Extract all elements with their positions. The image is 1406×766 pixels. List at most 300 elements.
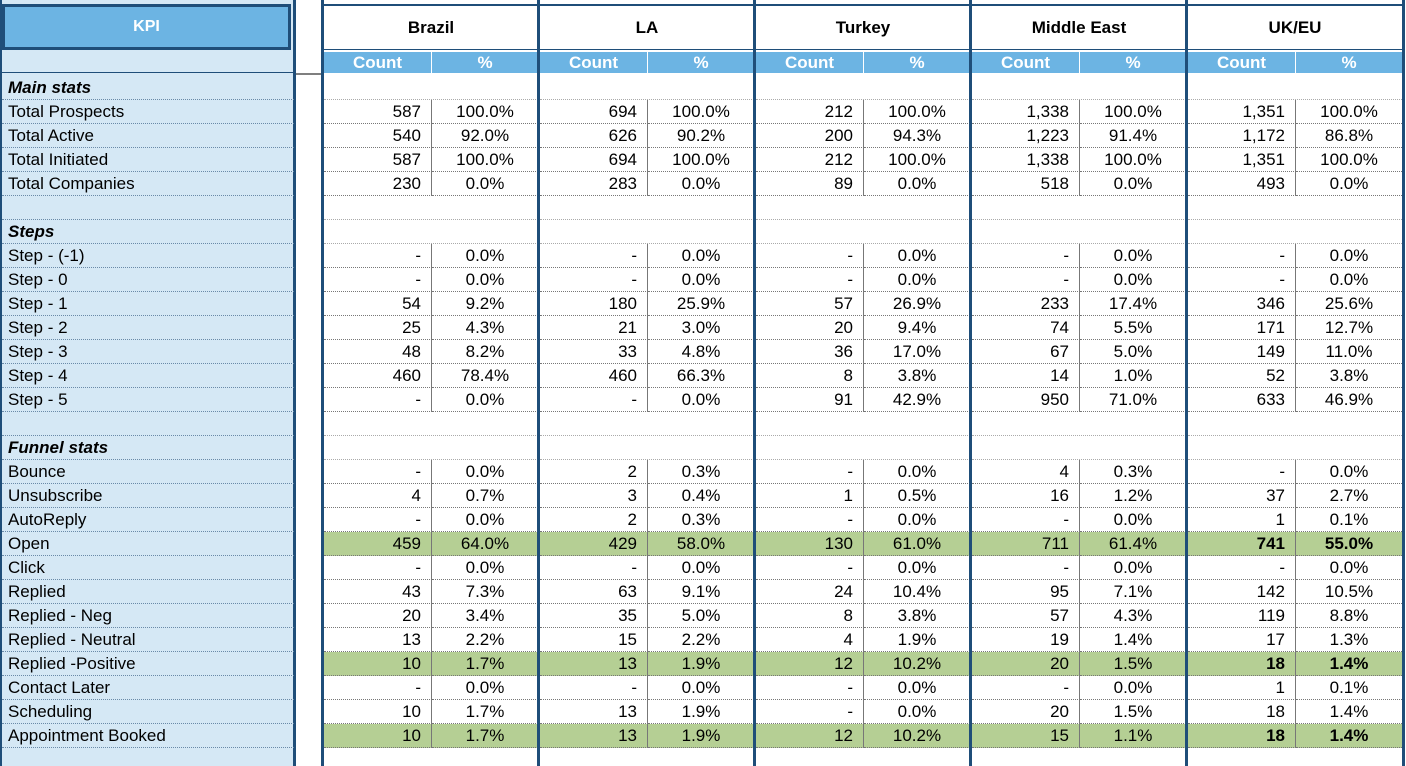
count-cell[interactable]: 460 bbox=[324, 364, 432, 388]
pct-cell[interactable]: 0.0% bbox=[864, 556, 970, 580]
pct-cell[interactable]: 5.0% bbox=[648, 604, 754, 628]
count-cell[interactable]: 180 bbox=[540, 292, 648, 316]
pct-cell[interactable]: 4.3% bbox=[432, 316, 538, 340]
pct-cell[interactable]: 100.0% bbox=[1080, 100, 1186, 124]
count-cell[interactable]: - bbox=[324, 460, 432, 484]
pct-cell[interactable]: 3.8% bbox=[1296, 364, 1402, 388]
region-header-turkey[interactable]: Turkey bbox=[756, 4, 970, 50]
region-divider bbox=[753, 0, 756, 766]
pct-cell[interactable]: 0.0% bbox=[864, 172, 970, 196]
count-cell[interactable]: 3 bbox=[540, 484, 648, 508]
blank-cell bbox=[1188, 76, 1402, 100]
count-cell[interactable]: 171 bbox=[1188, 316, 1296, 340]
count-cell[interactable]: 13 bbox=[540, 724, 648, 748]
pct-cell[interactable]: 1.2% bbox=[1080, 484, 1186, 508]
pct-cell[interactable]: 2.7% bbox=[1296, 484, 1402, 508]
pct-cell[interactable]: 9.1% bbox=[648, 580, 754, 604]
region-divider bbox=[1185, 0, 1188, 766]
pct-subheader[interactable]: % bbox=[432, 52, 538, 73]
pct-cell[interactable]: 58.0% bbox=[648, 532, 754, 556]
count-cell[interactable]: 37 bbox=[1188, 484, 1296, 508]
pct-cell[interactable]: 4.3% bbox=[1080, 604, 1186, 628]
kpi-label[interactable]: Step - 3 bbox=[2, 340, 294, 364]
kpi-label[interactable]: Replied -Positive bbox=[2, 652, 294, 676]
pct-cell[interactable]: 9.2% bbox=[432, 292, 538, 316]
count-cell[interactable]: 459 bbox=[324, 532, 432, 556]
kpi-label[interactable]: Total Companies bbox=[2, 172, 294, 196]
pct-cell[interactable]: 0.0% bbox=[432, 676, 538, 700]
count-cell[interactable]: 10 bbox=[324, 700, 432, 724]
pct-cell[interactable]: 0.0% bbox=[864, 700, 970, 724]
blank-cell bbox=[540, 76, 754, 100]
pct-cell[interactable]: 0.0% bbox=[1080, 244, 1186, 268]
pct-cell[interactable]: 1.7% bbox=[432, 700, 538, 724]
kpi-label[interactable]: Step - 1 bbox=[2, 292, 294, 316]
count-cell[interactable]: 36 bbox=[756, 340, 864, 364]
pct-cell[interactable]: 0.5% bbox=[864, 484, 970, 508]
count-cell[interactable]: 52 bbox=[1188, 364, 1296, 388]
count-cell[interactable]: 13 bbox=[540, 700, 648, 724]
pct-cell[interactable]: 86.8% bbox=[1296, 124, 1402, 148]
pct-cell[interactable]: 0.0% bbox=[432, 172, 538, 196]
blank-cell bbox=[756, 220, 970, 244]
count-cell[interactable]: - bbox=[1188, 268, 1296, 292]
count-cell[interactable]: 48 bbox=[324, 340, 432, 364]
pct-cell[interactable]: 1.5% bbox=[1080, 652, 1186, 676]
pct-cell[interactable]: 0.4% bbox=[648, 484, 754, 508]
kpi-header[interactable]: KPI bbox=[2, 4, 291, 50]
pct-cell[interactable]: 9.4% bbox=[864, 316, 970, 340]
count-cell[interactable]: - bbox=[324, 676, 432, 700]
pct-cell[interactable]: 0.0% bbox=[432, 388, 538, 412]
pct-cell[interactable]: 17.0% bbox=[864, 340, 970, 364]
pct-cell[interactable]: 1.9% bbox=[864, 628, 970, 652]
count-subheader[interactable]: Count bbox=[1188, 52, 1296, 73]
pct-cell[interactable]: 94.3% bbox=[864, 124, 970, 148]
count-cell[interactable]: 4 bbox=[972, 460, 1080, 484]
count-cell[interactable]: 1 bbox=[756, 484, 864, 508]
pct-cell[interactable]: 0.0% bbox=[864, 508, 970, 532]
region-header-la[interactable]: LA bbox=[540, 4, 754, 50]
count-cell[interactable]: - bbox=[1188, 556, 1296, 580]
count-cell[interactable]: 200 bbox=[756, 124, 864, 148]
pct-cell[interactable]: 0.3% bbox=[648, 460, 754, 484]
blank-cell bbox=[540, 220, 754, 244]
pct-cell[interactable]: 1.9% bbox=[648, 700, 754, 724]
blank-cell bbox=[972, 196, 1186, 220]
count-cell[interactable]: - bbox=[756, 268, 864, 292]
pct-cell[interactable]: 92.0% bbox=[432, 124, 538, 148]
pct-cell[interactable]: 0.0% bbox=[1080, 676, 1186, 700]
region-header-uk-eu[interactable]: UK/EU bbox=[1188, 4, 1402, 50]
pct-cell[interactable]: 61.0% bbox=[864, 532, 970, 556]
count-cell[interactable]: 1,223 bbox=[972, 124, 1080, 148]
count-cell[interactable]: 20 bbox=[324, 604, 432, 628]
count-cell[interactable]: 233 bbox=[972, 292, 1080, 316]
count-subheader[interactable]: Count bbox=[972, 52, 1080, 73]
kpi-label[interactable]: Step - 2 bbox=[2, 316, 294, 340]
count-cell[interactable]: - bbox=[756, 556, 864, 580]
count-cell[interactable]: 15 bbox=[972, 724, 1080, 748]
count-cell[interactable]: 16 bbox=[972, 484, 1080, 508]
kpi-label[interactable]: Step - (-1) bbox=[2, 244, 294, 268]
count-cell[interactable]: 33 bbox=[540, 340, 648, 364]
count-cell[interactable]: 1,351 bbox=[1188, 148, 1296, 172]
pct-cell[interactable]: 46.9% bbox=[1296, 388, 1402, 412]
count-cell[interactable]: 18 bbox=[1188, 724, 1296, 748]
count-cell[interactable]: - bbox=[540, 556, 648, 580]
pct-cell[interactable]: 100.0% bbox=[1296, 148, 1402, 172]
count-cell[interactable]: - bbox=[324, 508, 432, 532]
count-cell[interactable]: 10 bbox=[324, 652, 432, 676]
blank-cell bbox=[756, 196, 970, 220]
count-cell[interactable]: 21 bbox=[540, 316, 648, 340]
count-cell[interactable]: 12 bbox=[756, 724, 864, 748]
count-cell[interactable]: - bbox=[756, 700, 864, 724]
count-cell[interactable]: 1,338 bbox=[972, 100, 1080, 124]
count-cell[interactable]: - bbox=[540, 676, 648, 700]
section-label[interactable]: Main stats bbox=[2, 76, 294, 100]
kpi-label[interactable]: Replied bbox=[2, 580, 294, 604]
count-cell[interactable]: - bbox=[972, 556, 1080, 580]
blank-cell bbox=[972, 436, 1186, 460]
pct-cell[interactable]: 25.6% bbox=[1296, 292, 1402, 316]
blank-cell bbox=[324, 436, 538, 460]
kpi-label[interactable]: Total Initiated bbox=[2, 148, 294, 172]
count-cell[interactable]: - bbox=[972, 676, 1080, 700]
pct-cell[interactable]: 0.0% bbox=[1296, 172, 1402, 196]
pct-cell[interactable]: 100.0% bbox=[432, 148, 538, 172]
count-cell[interactable]: 57 bbox=[756, 292, 864, 316]
pct-cell[interactable]: 7.1% bbox=[1080, 580, 1186, 604]
count-cell[interactable]: 20 bbox=[972, 652, 1080, 676]
pct-cell[interactable]: 0.0% bbox=[432, 268, 538, 292]
count-cell[interactable]: 89 bbox=[756, 172, 864, 196]
kpi-label[interactable]: Unsubscribe bbox=[2, 484, 294, 508]
kpi-label[interactable]: Scheduling bbox=[2, 700, 294, 724]
pct-cell[interactable]: 25.9% bbox=[648, 292, 754, 316]
count-subheader[interactable]: Count bbox=[324, 52, 432, 73]
pct-subheader[interactable]: % bbox=[864, 52, 970, 73]
pct-cell[interactable]: 26.9% bbox=[864, 292, 970, 316]
pct-cell[interactable]: 10.2% bbox=[864, 652, 970, 676]
count-cell[interactable]: 91 bbox=[756, 388, 864, 412]
kpi-label[interactable]: Click bbox=[2, 556, 294, 580]
pct-cell[interactable]: 5.5% bbox=[1080, 316, 1186, 340]
pct-cell[interactable]: 4.8% bbox=[648, 340, 754, 364]
pct-cell[interactable]: 0.0% bbox=[1296, 268, 1402, 292]
pct-cell[interactable]: 0.3% bbox=[648, 508, 754, 532]
count-cell[interactable]: 17 bbox=[1188, 628, 1296, 652]
blank-cell bbox=[540, 412, 754, 436]
blank-cell bbox=[756, 76, 970, 100]
region-header-middle-east[interactable]: Middle East bbox=[972, 4, 1186, 50]
pct-cell[interactable]: 0.0% bbox=[1080, 508, 1186, 532]
pct-cell[interactable]: 17.4% bbox=[1080, 292, 1186, 316]
count-cell[interactable]: 13 bbox=[324, 628, 432, 652]
pct-cell[interactable]: 10.2% bbox=[864, 724, 970, 748]
pct-cell[interactable]: 100.0% bbox=[1080, 148, 1186, 172]
pct-cell[interactable]: 0.0% bbox=[864, 676, 970, 700]
pct-cell[interactable]: 100.0% bbox=[648, 100, 754, 124]
pct-cell[interactable]: 100.0% bbox=[1296, 100, 1402, 124]
kpi-label[interactable]: Step - 4 bbox=[2, 364, 294, 388]
count-cell[interactable]: 12 bbox=[756, 652, 864, 676]
spacer-row bbox=[2, 196, 294, 220]
count-cell[interactable]: 587 bbox=[324, 148, 432, 172]
count-cell[interactable]: 4 bbox=[324, 484, 432, 508]
pct-cell[interactable]: 100.0% bbox=[648, 148, 754, 172]
kpi-label[interactable]: Step - 5 bbox=[2, 388, 294, 412]
count-cell[interactable]: 711 bbox=[972, 532, 1080, 556]
section-label[interactable]: Steps bbox=[2, 220, 294, 244]
pct-cell[interactable]: 1.1% bbox=[1080, 724, 1186, 748]
count-cell[interactable]: - bbox=[756, 676, 864, 700]
kpi-label[interactable]: Appointment Booked bbox=[2, 724, 294, 748]
blank-cell bbox=[324, 196, 538, 220]
pct-cell[interactable]: 1.9% bbox=[648, 652, 754, 676]
pct-cell[interactable]: 2.2% bbox=[432, 628, 538, 652]
count-cell[interactable]: 95 bbox=[972, 580, 1080, 604]
count-cell[interactable]: - bbox=[972, 244, 1080, 268]
count-cell[interactable]: 518 bbox=[972, 172, 1080, 196]
pct-cell[interactable]: 8.8% bbox=[1296, 604, 1402, 628]
blank-cell bbox=[324, 76, 538, 100]
pct-cell[interactable]: 91.4% bbox=[1080, 124, 1186, 148]
blank-cell bbox=[972, 412, 1186, 436]
count-cell[interactable]: - bbox=[540, 244, 648, 268]
count-cell[interactable]: 63 bbox=[540, 580, 648, 604]
kpi-label[interactable]: Replied - Neg bbox=[2, 604, 294, 628]
frozen-pane-line bbox=[296, 73, 324, 75]
region-header-brazil[interactable]: Brazil bbox=[324, 4, 538, 50]
pct-cell[interactable]: 0.3% bbox=[1080, 460, 1186, 484]
count-cell[interactable]: 10 bbox=[324, 724, 432, 748]
kpi-label[interactable]: Contact Later bbox=[2, 676, 294, 700]
pct-cell[interactable]: 1.3% bbox=[1296, 628, 1402, 652]
pct-cell[interactable]: 90.2% bbox=[648, 124, 754, 148]
count-cell[interactable]: 54 bbox=[324, 292, 432, 316]
pct-cell[interactable]: 0.1% bbox=[1296, 676, 1402, 700]
pct-cell[interactable]: 0.0% bbox=[648, 676, 754, 700]
pct-cell[interactable]: 66.3% bbox=[648, 364, 754, 388]
count-cell[interactable]: - bbox=[324, 268, 432, 292]
count-cell[interactable]: 119 bbox=[1188, 604, 1296, 628]
pct-cell[interactable]: 42.9% bbox=[864, 388, 970, 412]
pct-cell[interactable]: 3.4% bbox=[432, 604, 538, 628]
pct-cell[interactable]: 7.3% bbox=[432, 580, 538, 604]
count-cell[interactable]: 8 bbox=[756, 604, 864, 628]
blank-cell bbox=[972, 76, 1186, 100]
blank-cell bbox=[1188, 436, 1402, 460]
count-cell[interactable]: 43 bbox=[324, 580, 432, 604]
pct-cell[interactable]: 3.8% bbox=[864, 364, 970, 388]
count-cell[interactable]: 20 bbox=[972, 700, 1080, 724]
count-cell[interactable]: 212 bbox=[756, 148, 864, 172]
count-cell[interactable]: - bbox=[324, 244, 432, 268]
region-divider bbox=[321, 0, 324, 766]
count-cell[interactable]: 694 bbox=[540, 148, 648, 172]
kpi-label[interactable]: Replied - Neutral bbox=[2, 628, 294, 652]
count-cell[interactable]: 626 bbox=[540, 124, 648, 148]
pct-cell[interactable]: 1.7% bbox=[432, 724, 538, 748]
count-cell[interactable]: - bbox=[756, 460, 864, 484]
count-cell[interactable]: 18 bbox=[1188, 652, 1296, 676]
pct-cell[interactable]: 71.0% bbox=[1080, 388, 1186, 412]
pct-cell[interactable]: 3.8% bbox=[864, 604, 970, 628]
count-subheader[interactable]: Count bbox=[756, 52, 864, 73]
count-cell[interactable]: 460 bbox=[540, 364, 648, 388]
count-cell[interactable]: - bbox=[1188, 244, 1296, 268]
pct-cell[interactable]: 0.0% bbox=[432, 460, 538, 484]
count-cell[interactable]: - bbox=[540, 388, 648, 412]
count-cell[interactable]: 35 bbox=[540, 604, 648, 628]
count-cell[interactable]: 142 bbox=[1188, 580, 1296, 604]
pct-cell[interactable]: 100.0% bbox=[432, 100, 538, 124]
count-cell[interactable]: - bbox=[324, 556, 432, 580]
kpi-label[interactable]: Total Active bbox=[2, 124, 294, 148]
pct-cell[interactable]: 12.7% bbox=[1296, 316, 1402, 340]
pct-cell[interactable]: 1.0% bbox=[1080, 364, 1186, 388]
count-cell[interactable]: 15 bbox=[540, 628, 648, 652]
pct-cell[interactable]: 2.2% bbox=[648, 628, 754, 652]
pct-cell[interactable]: 0.0% bbox=[648, 556, 754, 580]
count-cell[interactable]: - bbox=[756, 244, 864, 268]
count-cell[interactable]: 633 bbox=[1188, 388, 1296, 412]
pct-cell[interactable]: 61.4% bbox=[1080, 532, 1186, 556]
kpi-label[interactable]: Step - 0 bbox=[2, 268, 294, 292]
pct-cell[interactable]: 3.0% bbox=[648, 316, 754, 340]
count-cell[interactable]: 67 bbox=[972, 340, 1080, 364]
pct-cell[interactable]: 1.4% bbox=[1296, 700, 1402, 724]
count-cell[interactable]: 149 bbox=[1188, 340, 1296, 364]
blank-cell bbox=[1188, 220, 1402, 244]
pct-cell[interactable]: 1.4% bbox=[1296, 724, 1402, 748]
pct-cell[interactable]: 0.0% bbox=[648, 268, 754, 292]
count-cell[interactable]: 741 bbox=[1188, 532, 1296, 556]
pct-cell[interactable]: 0.7% bbox=[432, 484, 538, 508]
pct-cell[interactable]: 0.0% bbox=[432, 556, 538, 580]
count-cell[interactable]: 25 bbox=[324, 316, 432, 340]
pct-cell[interactable]: 0.0% bbox=[648, 244, 754, 268]
pct-cell[interactable]: 100.0% bbox=[864, 100, 970, 124]
count-cell[interactable]: 694 bbox=[540, 100, 648, 124]
region-divider bbox=[537, 0, 540, 766]
count-cell[interactable]: - bbox=[972, 508, 1080, 532]
count-cell[interactable]: 57 bbox=[972, 604, 1080, 628]
count-cell[interactable]: 8 bbox=[756, 364, 864, 388]
pct-cell[interactable]: 1.9% bbox=[648, 724, 754, 748]
count-cell[interactable]: 1 bbox=[1188, 676, 1296, 700]
count-cell[interactable]: 230 bbox=[324, 172, 432, 196]
count-cell[interactable]: 2 bbox=[540, 508, 648, 532]
count-cell[interactable]: 1,338 bbox=[972, 148, 1080, 172]
pct-cell[interactable]: 0.0% bbox=[864, 268, 970, 292]
blank-cell bbox=[1188, 196, 1402, 220]
count-cell[interactable]: 429 bbox=[540, 532, 648, 556]
pct-cell[interactable]: 0.0% bbox=[1080, 268, 1186, 292]
pct-cell[interactable]: 10.5% bbox=[1296, 580, 1402, 604]
pct-subheader[interactable]: % bbox=[648, 52, 754, 73]
count-cell[interactable]: 130 bbox=[756, 532, 864, 556]
blank-cell bbox=[972, 220, 1186, 244]
blank-cell bbox=[1188, 412, 1402, 436]
pct-cell[interactable]: 55.0% bbox=[1296, 532, 1402, 556]
count-cell[interactable]: 1,351 bbox=[1188, 100, 1296, 124]
blank-cell bbox=[756, 412, 970, 436]
pct-subheader[interactable]: % bbox=[1296, 52, 1402, 73]
pct-cell[interactable]: 11.0% bbox=[1296, 340, 1402, 364]
pct-cell[interactable]: 0.0% bbox=[648, 388, 754, 412]
count-cell[interactable]: 24 bbox=[756, 580, 864, 604]
count-cell[interactable]: - bbox=[1188, 460, 1296, 484]
count-cell[interactable]: - bbox=[756, 508, 864, 532]
kpi-label[interactable]: Total Prospects bbox=[2, 100, 294, 124]
pct-cell[interactable]: 78.4% bbox=[432, 364, 538, 388]
count-cell[interactable]: 346 bbox=[1188, 292, 1296, 316]
count-cell[interactable]: 19 bbox=[972, 628, 1080, 652]
count-cell[interactable]: 283 bbox=[540, 172, 648, 196]
count-cell[interactable]: 540 bbox=[324, 124, 432, 148]
pct-cell[interactable]: 8.2% bbox=[432, 340, 538, 364]
count-cell[interactable]: 1 bbox=[1188, 508, 1296, 532]
count-cell[interactable]: 18 bbox=[1188, 700, 1296, 724]
kpi-label[interactable]: Bounce bbox=[2, 460, 294, 484]
count-cell[interactable]: 2 bbox=[540, 460, 648, 484]
pct-cell[interactable]: 0.0% bbox=[648, 172, 754, 196]
pct-cell[interactable]: 10.4% bbox=[864, 580, 970, 604]
pct-cell[interactable]: 0.0% bbox=[864, 460, 970, 484]
count-cell[interactable]: 587 bbox=[324, 100, 432, 124]
count-cell[interactable]: 950 bbox=[972, 388, 1080, 412]
pct-cell[interactable]: 0.0% bbox=[1296, 244, 1402, 268]
pct-cell[interactable]: 0.0% bbox=[1080, 556, 1186, 580]
count-cell[interactable]: 212 bbox=[756, 100, 864, 124]
pct-cell[interactable]: 100.0% bbox=[864, 148, 970, 172]
pct-cell[interactable]: 0.0% bbox=[864, 244, 970, 268]
pct-cell[interactable]: 0.0% bbox=[432, 244, 538, 268]
count-cell[interactable]: 1,172 bbox=[1188, 124, 1296, 148]
pct-cell[interactable]: 0.0% bbox=[1080, 172, 1186, 196]
count-cell[interactable]: 4 bbox=[756, 628, 864, 652]
pct-cell[interactable]: 5.0% bbox=[1080, 340, 1186, 364]
count-cell[interactable]: 493 bbox=[1188, 172, 1296, 196]
pct-cell[interactable]: 1.4% bbox=[1080, 628, 1186, 652]
pct-cell[interactable]: 0.0% bbox=[432, 508, 538, 532]
pct-cell[interactable]: 0.1% bbox=[1296, 508, 1402, 532]
section-label[interactable]: Funnel stats bbox=[2, 436, 294, 460]
count-subheader[interactable]: Count bbox=[540, 52, 648, 73]
pct-cell[interactable]: 0.0% bbox=[1296, 556, 1402, 580]
blank-cell bbox=[324, 412, 538, 436]
pct-cell[interactable]: 1.5% bbox=[1080, 700, 1186, 724]
count-cell[interactable]: 20 bbox=[756, 316, 864, 340]
kpi-label[interactable]: AutoReply bbox=[2, 508, 294, 532]
pct-cell[interactable]: 64.0% bbox=[432, 532, 538, 556]
pct-cell[interactable]: 1.4% bbox=[1296, 652, 1402, 676]
count-cell[interactable]: 13 bbox=[540, 652, 648, 676]
kpi-label[interactable]: Open bbox=[2, 532, 294, 556]
count-cell[interactable]: - bbox=[540, 268, 648, 292]
pct-cell[interactable]: 0.0% bbox=[1296, 460, 1402, 484]
count-cell[interactable]: 74 bbox=[972, 316, 1080, 340]
pct-subheader[interactable]: % bbox=[1080, 52, 1186, 73]
count-cell[interactable]: - bbox=[972, 268, 1080, 292]
count-cell[interactable]: - bbox=[324, 388, 432, 412]
pct-cell[interactable]: 1.7% bbox=[432, 652, 538, 676]
count-cell[interactable]: 14 bbox=[972, 364, 1080, 388]
blank-cell bbox=[324, 220, 538, 244]
